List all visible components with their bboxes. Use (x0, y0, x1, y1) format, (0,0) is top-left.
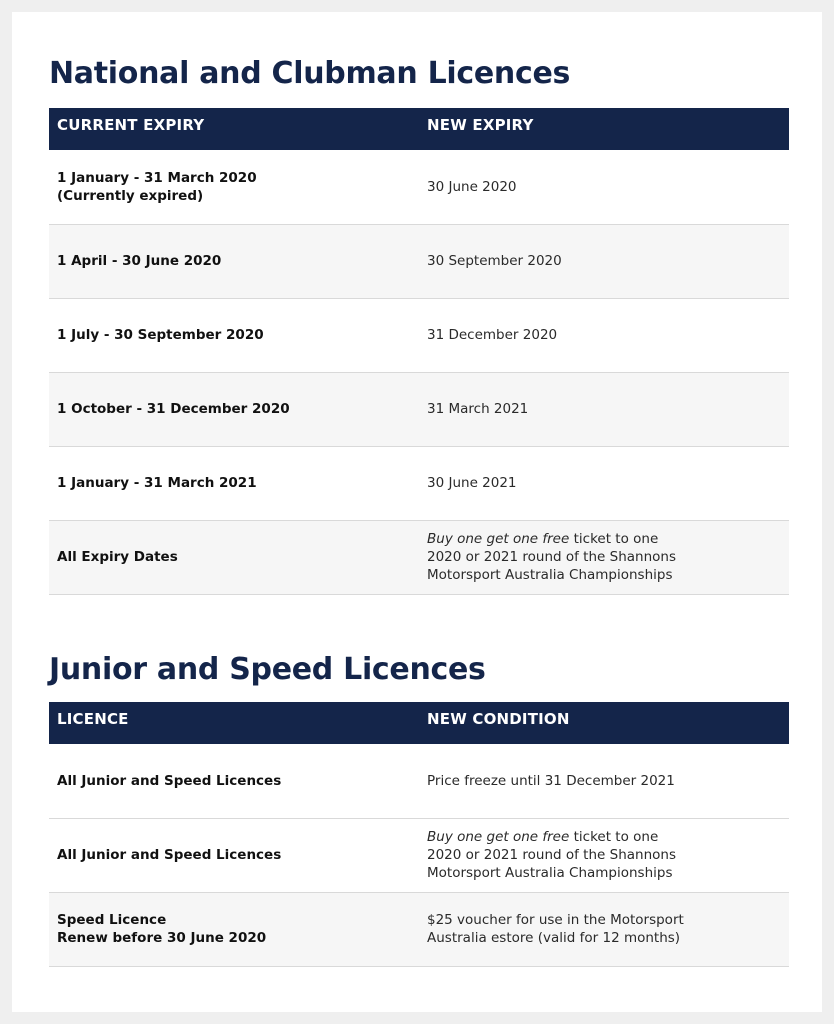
current-expiry-cell: 1 January - 31 March 2021 (49, 446, 419, 520)
table-row (49, 298, 789, 372)
new-expiry-cell: 30 June 2020 (419, 150, 789, 224)
offer-line-1 (427, 530, 781, 548)
header-new-expiry: NEW EXPIRY (419, 108, 789, 150)
condition-cell (419, 892, 789, 966)
voucher-line-2: Australia estore (valid for 12 months) (427, 930, 681, 946)
table-row (49, 520, 789, 594)
header-licence: LICENCE (49, 702, 419, 744)
new-expiry-cell: 30 June 2021 (419, 446, 789, 520)
table-row (49, 372, 789, 446)
condition-cell: Price freeze until 31 December 2021 (419, 744, 789, 818)
new-expiry-cell (419, 520, 789, 594)
table-header-row (49, 702, 789, 744)
offer-line-2: 2020 or 2021 round of the Shannons (427, 847, 676, 863)
junior-title: Junior and Speed Licences (49, 652, 486, 687)
offer-line-1 (427, 828, 781, 846)
licence-note: Renew before 30 June 2020 (57, 930, 267, 946)
offer-rest: ticket to one (569, 531, 659, 547)
header-new-condition: NEW CONDITION (419, 702, 789, 744)
current-expiry-cell: All Expiry Dates (49, 520, 419, 594)
voucher-line-1: $25 voucher for use in the Motorsport (427, 912, 684, 928)
table-row (49, 446, 789, 520)
current-expiry-cell: 1 July - 30 September 2020 (49, 298, 419, 372)
table-header-row (49, 108, 789, 150)
offer-line-2: 2020 or 2021 round of the Shannons (427, 549, 676, 565)
current-expiry-cell: 1 October - 31 December 2020 (49, 372, 419, 446)
table-row (49, 818, 789, 892)
offer-line-3: Motorsport Australia Championships (427, 865, 673, 881)
table-row (49, 224, 789, 298)
national-table (49, 108, 789, 595)
table-row (49, 892, 789, 966)
junior-table (49, 702, 789, 967)
current-expiry-cell: 1 April - 30 June 2020 (49, 224, 419, 298)
junior-section (49, 650, 789, 967)
content-card (12, 12, 822, 1012)
offer-line-3: Motorsport Australia Championships (427, 567, 673, 583)
national-title: National and Clubman Licences (49, 56, 571, 91)
licence-cell: All Junior and Speed Licences (49, 744, 419, 818)
national-section (49, 54, 789, 595)
offer-emphasis: Buy one get one free (427, 531, 570, 547)
new-expiry-cell: 31 March 2021 (419, 372, 789, 446)
table-row (49, 150, 789, 224)
current-expiry-cell (49, 150, 419, 224)
header-current-expiry: CURRENT EXPIRY (49, 108, 419, 150)
condition-cell (419, 818, 789, 892)
table-row (49, 744, 789, 818)
licence-cell (49, 892, 419, 966)
licence-name: Speed Licence (57, 912, 167, 928)
current-expiry-note: (Currently expired) (57, 187, 204, 204)
new-expiry-cell: 31 December 2020 (419, 298, 789, 372)
new-expiry-cell: 30 September 2020 (419, 224, 789, 298)
offer-rest: ticket to one (569, 829, 659, 845)
licence-cell: All Junior and Speed Licences (49, 818, 419, 892)
offer-emphasis: Buy one get one free (427, 829, 570, 845)
current-expiry-text: 1 January - 31 March 2020 (57, 169, 257, 186)
